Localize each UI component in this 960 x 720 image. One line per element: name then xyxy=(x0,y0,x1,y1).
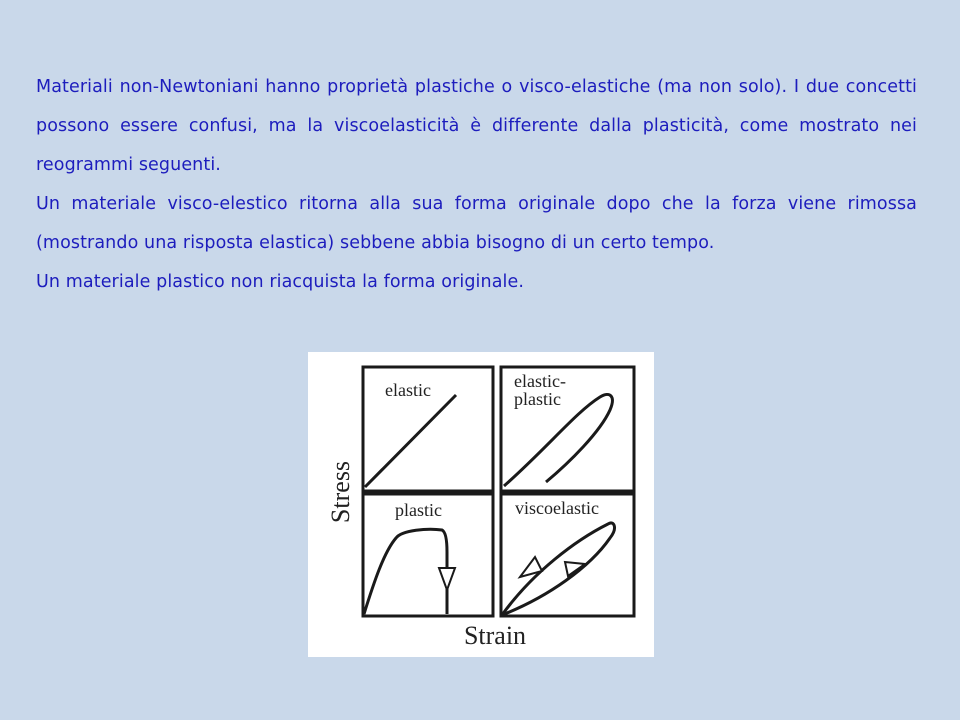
rheogram-figure xyxy=(308,352,654,657)
y-axis-label: Stress xyxy=(326,460,355,524)
body-text xyxy=(36,68,917,302)
label-viscoelastic: viscoelastic xyxy=(515,498,599,518)
label-elastic: elastic xyxy=(385,380,431,400)
label-elastic-plastic-2: plastic xyxy=(514,389,561,409)
plastic-arrow xyxy=(439,568,455,590)
elastic-curve xyxy=(365,395,456,487)
paragraph-viscoelastic: Un materiale visco-elestico ritorna alla sua forma originale dopo che la forza viene rimossa (mostrando una risposta elastica) sebbene abbia bisogno di un certo tempo. xyxy=(36,194,917,253)
x-axis-label: Strain xyxy=(463,621,527,650)
rheogram-diagram xyxy=(308,352,654,657)
paragraph-plastic: Un materiale plastico non riacquista la forma originale. xyxy=(36,272,525,292)
viscoelastic-curve xyxy=(502,523,614,615)
plastic-curve xyxy=(364,529,447,614)
label-elastic-plastic-1: elastic- xyxy=(514,371,566,391)
label-plastic: plastic xyxy=(395,500,442,520)
paragraph-intro: Materiali non-Newtoniani hanno proprietà plastiche o visco-elastiche (ma non solo). I due concetti possono essere confusi, ma la viscoelasticità è differente dalla plasticità, come mostrato nei reogrammi seguenti. xyxy=(36,77,917,175)
